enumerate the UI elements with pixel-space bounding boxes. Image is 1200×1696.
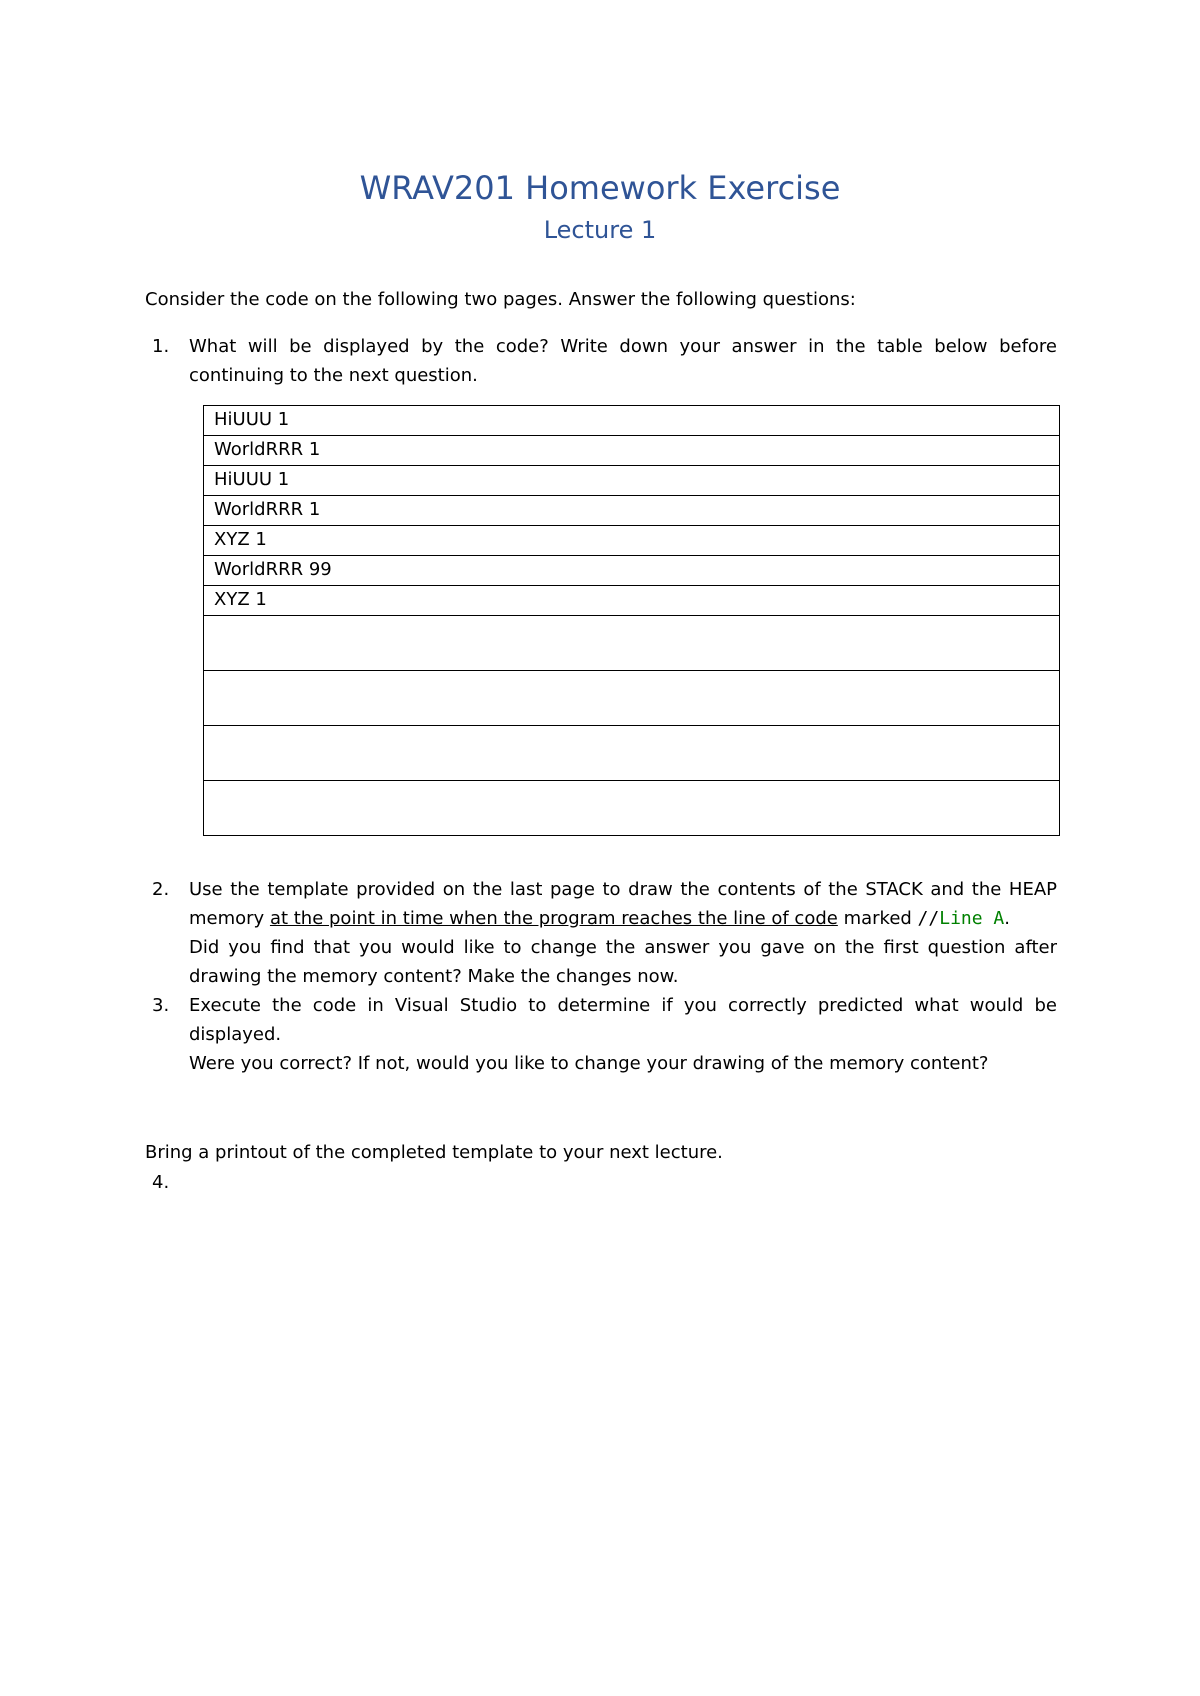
- question-2-lead: Use the template provided on the last page to draw the contents of the STACK and the HEAP memory: [189, 879, 1057, 929]
- table-cell[interactable]: WorldRRR 99: [204, 556, 1060, 586]
- question-3-followup: Were you correct? If not, would you like to change your drawing of the memory content?: [189, 1053, 989, 1074]
- table-cell-empty[interactable]: [204, 616, 1060, 671]
- table-cell[interactable]: WorldRRR 1: [204, 496, 1060, 526]
- intro-text: Consider the code on the following two pages. Answer the following questions:: [145, 289, 856, 310]
- table-row: [204, 526, 1060, 556]
- question-2-underlined: at the point in time when the program reaches the line of code: [269, 908, 838, 929]
- table-row-blank: [204, 616, 1060, 671]
- table-row: [204, 556, 1060, 586]
- question-3-text: [189, 991, 1057, 1078]
- answer-table: [203, 405, 1060, 836]
- document-title: WRAV201 Homework Exercise: [359, 169, 841, 207]
- question-2-text: [189, 875, 1057, 991]
- table-cell[interactable]: XYZ 1: [204, 526, 1060, 556]
- table-row: [204, 436, 1060, 466]
- table-cell[interactable]: XYZ 1: [204, 586, 1060, 616]
- table-row: [204, 406, 1060, 436]
- code-line-label: Line A: [939, 908, 1005, 929]
- table-cell-empty[interactable]: [204, 671, 1060, 726]
- table-row: [204, 496, 1060, 526]
- table-cell-empty[interactable]: [204, 781, 1060, 836]
- question-2-marked: marked: [837, 908, 918, 929]
- question-1-number: 1.: [152, 336, 170, 357]
- question-2-followup: Did you find that you would like to change the answer you gave on the first question after drawing the memory content? Make the changes now.: [189, 937, 1057, 987]
- question-2-period: .: [1004, 908, 1010, 929]
- table-row: [204, 466, 1060, 496]
- document-subtitle: Lecture 1: [543, 216, 657, 244]
- question-2-main: [189, 875, 1057, 933]
- table-cell[interactable]: WorldRRR 1: [204, 436, 1060, 466]
- question-3-number: 3.: [152, 995, 170, 1016]
- question-3-main: Execute the code in Visual Studio to determine if you correctly predicted what would be displayed.: [189, 995, 1057, 1045]
- question-2-number: 2.: [152, 879, 170, 900]
- table-row-blank: [204, 671, 1060, 726]
- code-comment-slashes: //: [917, 908, 940, 929]
- footer-text: Bring a printout of the completed template to your next lecture.: [145, 1142, 723, 1163]
- table-row-blank: [204, 781, 1060, 836]
- item-4-number: 4.: [152, 1172, 170, 1193]
- table-cell[interactable]: HiUUU 1: [204, 466, 1060, 496]
- table-cell[interactable]: HiUUU 1: [204, 406, 1060, 436]
- table-row: [204, 586, 1060, 616]
- question-1-text: What will be displayed by the code? Write down your answer in the table below before continuing to the next question.: [189, 336, 1057, 386]
- table-cell-empty[interactable]: [204, 726, 1060, 781]
- table-row-blank: [204, 726, 1060, 781]
